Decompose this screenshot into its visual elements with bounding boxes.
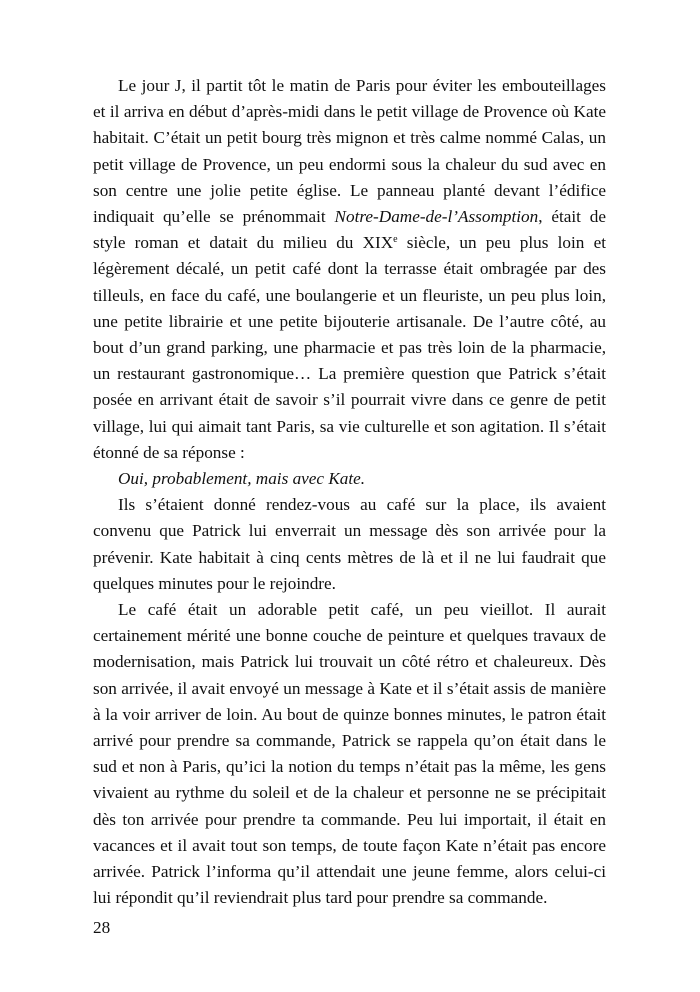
century-superscript: e [393,234,398,246]
church-name: Notre-Dame-de-l’Assomption [334,207,539,227]
page-number: 28 [93,918,111,937]
paragraph-1 [93,73,606,466]
page-body [93,73,606,912]
paragraph-4: Le café était un adorable petit café, un peu vieillot. Il aurait certainement mérité une bonne couche de peinture et quelques travaux de modernisation, mais Patrick lui trouvait un côté rétro et chaleureux. Dès son arrivée, il avait envoyé un message à Kate et il s’était assis de manière à la voir arriver de loin. Au bout de quinze bonnes minutes, le patron était arrivé pour prendre sa commande, Patrick se rappela qu’on était dans le sud et non à Paris, qu’ici la notion du temps n’était pas la même, les gens vivaient au rythme du soleil et de la chaleur et personne ne se précipitait dès ton arrivée pour prendre ta commande. Peu lui importait, il était en vacances et il avait tout son temps, de toute façon Kate n’était pas encore arrivée. Patrick l’informa qu’il attendait une jeune femme, alors celui-ci lui répondit qu’il reviendrait plus tard pour prendre sa commande. [93,600,606,908]
paragraph-1-text-a: Le jour J, il partit tôt le matin de Paris pour éviter les embouteillages et il arriva en début d’après-midi dans le petit village de Provence où Kate habitait. C’était un petit bourg très mignon et très calme nommé Calas, un petit village de Provence, un peu endormi sous la chaleur du sud avec en son centre une jolie petite église. Le panneau planté devant l’édifice indiquait qu’elle se prénommait [93,76,606,227]
paragraph-2: Oui, probablement, mais avec Kate. [118,469,366,489]
paragraph-1-text-c: siècle, un peu plus loin et légèrement décalé, un petit café dont la terrasse était ombragée par des tilleuls, en face du café, une boulangerie et un fleuriste, un peu plus loin, une petite librairie et une petite bijouterie artisanale. De l’autre côté, au bout d’un grand parking, une pharmacie et pas très loin de la pharmacie, un restaurant gastronomique… La première question que Patrick s’était posée en arrivant était de savoir s’il pourrait vivre dans ce genre de petit village, lui qui aimait tant Paris, sa vie culturelle et son agitation. Il s’était étonné de sa réponse : [93,233,606,462]
paragraph-1-text-b: , était de style roman et datait du milieu du XIX [93,207,606,253]
paragraph-3: Ils s’étaient donné rendez-vous au café sur la place, ils avaient convenu que Patrick lui enverrait un message dès son arrivée pour la prévenir. Kate habitait à cinq cents mètres de là et il ne lui faudrait que quelques minutes pour le rejoindre. [93,495,606,593]
